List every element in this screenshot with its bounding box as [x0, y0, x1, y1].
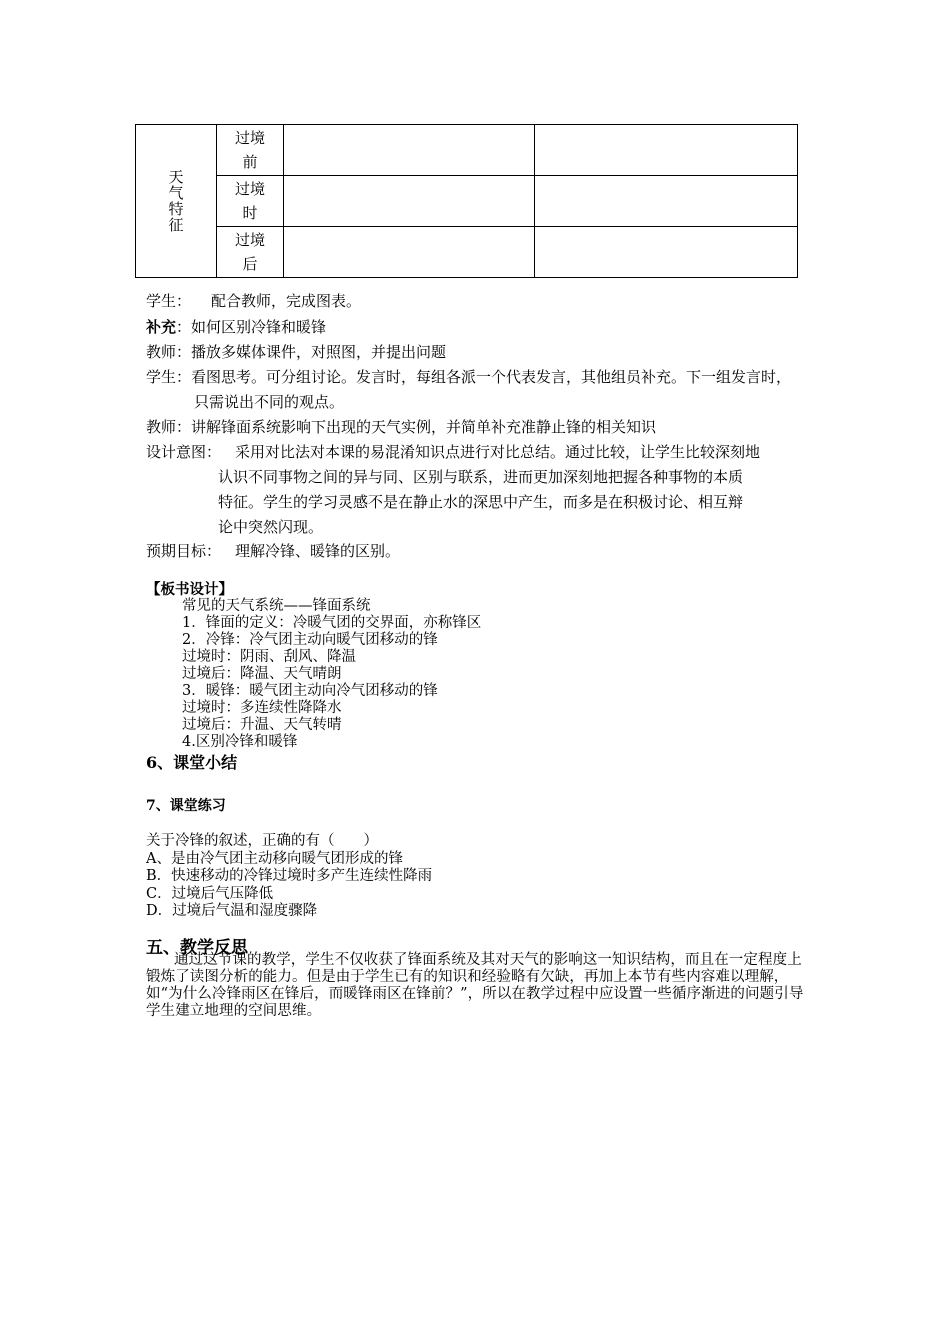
board-item: 4.区别冷锋和暖锋 — [182, 734, 298, 750]
design-intent-line-4: 论中突然闪现。 — [218, 518, 324, 536]
board-design — [146, 581, 481, 751]
board-item: 2．冷锋：冷气团主动向暖气团移动的锋 — [182, 632, 438, 648]
warm-front-cell — [535, 227, 798, 278]
warm-front-cell — [535, 125, 798, 176]
weather-features-table — [135, 124, 798, 278]
weather-features-label-cell — [136, 125, 217, 278]
section-6-heading: 6、课堂小结 — [146, 753, 238, 772]
option-b: B．快速移动的冷锋过境时多产生连续性降雨 — [146, 868, 433, 884]
design-intent-line-1: 设计意图： 采用对比法对本课的易混淆知识点进行对比总结。通过比较，让学生比较深刻地 — [146, 443, 761, 461]
board-item: 过境后：升温、天气转晴 — [182, 717, 342, 733]
board-heading: 【板书设计】 — [146, 581, 233, 598]
stage-cell: 过境时 — [217, 176, 284, 227]
cold-front-cell — [284, 125, 535, 176]
student-line-2a: 学生：看图思考。可分组讨论。发言时，每组各派一个代表发言，其他组员补充。下一组发言时， — [146, 368, 792, 386]
board-item: 1．锋面的定义：冷暖气团的交界面，亦称锋区 — [182, 615, 482, 631]
cold-front-cell — [284, 227, 535, 278]
table-row — [136, 176, 798, 227]
design-intent-line-3: 特征。学生的学习灵感不是在静止水的深思中产生，而多是在积极讨论、相互辩 — [218, 493, 744, 511]
board-item: 3．暖锋：暖气团主动向冷气团移动的锋 — [182, 683, 438, 699]
board-item: 过境时：多连续性降降水 — [182, 700, 342, 716]
stage-cell: 过境前 — [217, 125, 284, 176]
teacher-line-1: 教师：播放多媒体课件，对照图，并提出问题 — [146, 343, 447, 361]
board-item: 过境后：降温、天气晴朗 — [182, 666, 342, 682]
teacher-line-2: 教师：讲解锋面系统影响下出现的天气实例，并简单补充准静止锋的相关知识 — [146, 418, 657, 436]
reflection-paragraph: 通过这节课的教学，学生不仅收获了锋面系统及其对天气的影响这一知识结构，而且在一定程度上锻炼了读图分析的能力。但是由于学生已有的知识和经验略有欠缺，再加上本节有些内容难以理解，如“为什么冷锋雨区在锋后，而暖锋雨区在锋前？”，所以在教学过程中应设置一些循序渐进的问题引导学生建立地理的空间思维。 — [146, 952, 804, 1019]
option-c: C．过境后气压降低 — [146, 885, 274, 902]
board-item: 过境时：阴雨、刮风、降温 — [182, 649, 356, 665]
section-5-heading: 五、教学反思 — [146, 938, 248, 958]
option-d: D．过境后气温和湿度骤降 — [146, 903, 318, 919]
stage-cell: 过境后 — [217, 227, 284, 278]
warm-front-cell — [535, 176, 798, 227]
table-row — [136, 125, 798, 176]
student-line-1: 学生： 配合教师，完成图表。 — [146, 292, 362, 310]
weather-features-label: 天气特征 — [168, 167, 184, 234]
supplement-line: 补充：如何区别冷锋和暖锋 — [146, 318, 327, 336]
option-a: A、是由冷气团主动移向暖气团形成的锋 — [146, 850, 403, 867]
cold-front-cell — [284, 176, 535, 227]
table-row — [136, 227, 798, 278]
board-item: 常见的天气系统——锋面系统 — [182, 598, 371, 614]
student-line-2b: 只需说出不同的观点。 — [194, 393, 345, 411]
expected-goal-line: 预期目标： 理解冷锋、暖锋的区别。 — [146, 542, 401, 560]
practice-question — [146, 833, 432, 921]
section-7-heading: 7、课堂练习 — [146, 798, 226, 814]
question-text: 关于冷锋的叙述，正确的有（ ） — [146, 833, 378, 849]
design-intent-line-2: 认识不同事物之间的异与同、区别与联系，进而更加深刻地把握各种事物的本质 — [218, 468, 744, 486]
